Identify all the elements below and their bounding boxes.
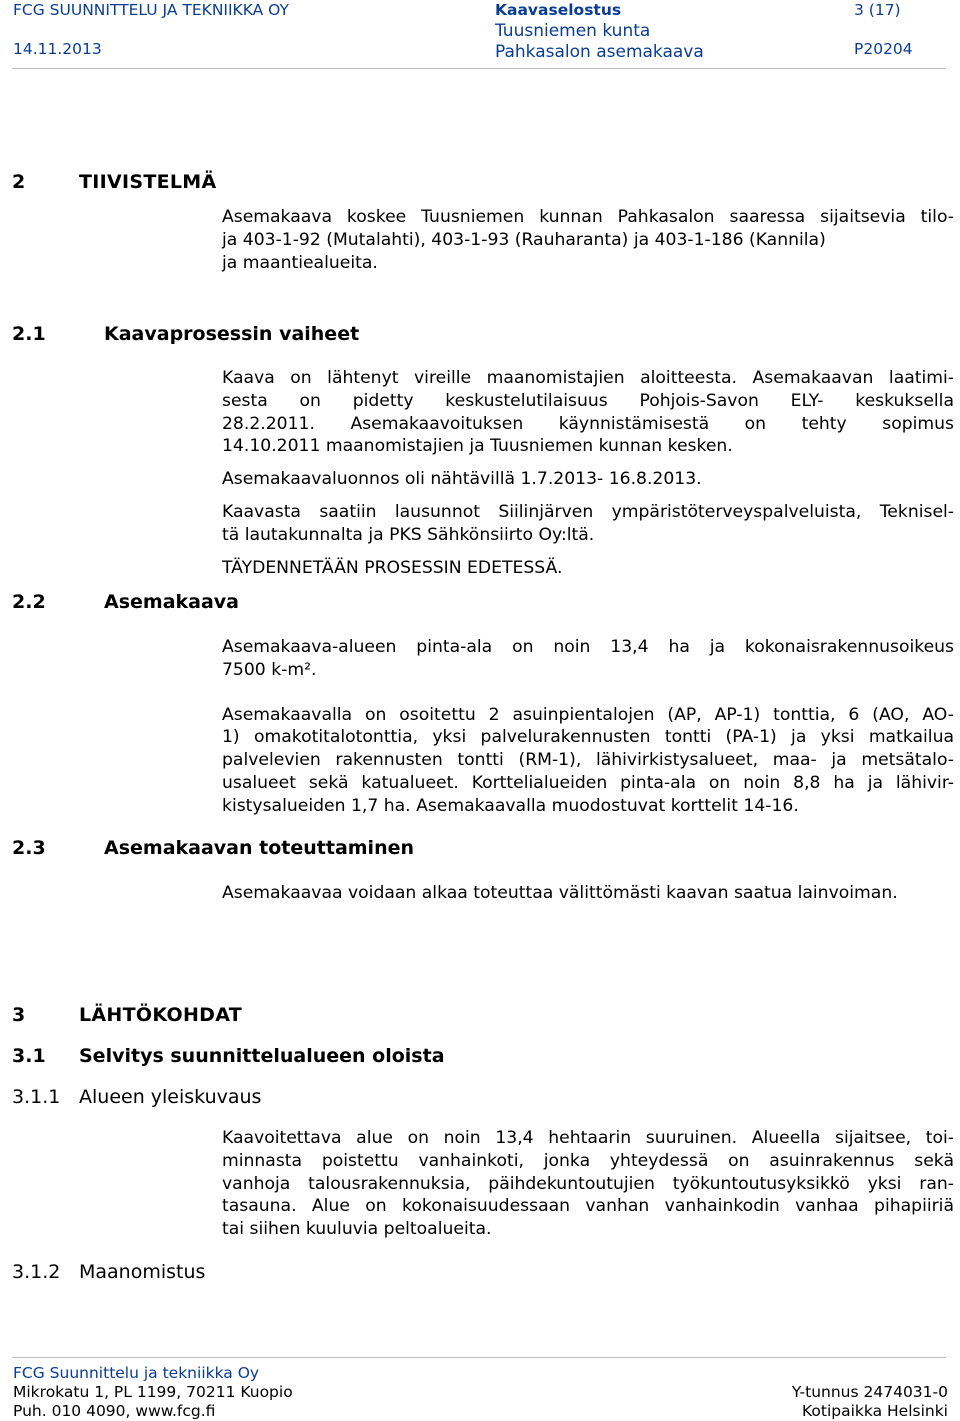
header-municipality: Tuusniemen kunta [495,21,651,41]
footer-company: FCG Suunnittelu ja tekniikka Oy [13,1364,260,1382]
header-project-code: P20204 [854,40,913,58]
section-3-1-1-heading: 3.1.1 Alueen yleiskuvaus [12,1086,262,1108]
header-date: 14.11.2013 [13,40,102,58]
section-2-3-heading: 2.3 Asemakaavan toteuttaminen [12,837,415,859]
section-2-heading: 2 TIIVISTELMÄ [12,171,217,193]
section-3-1-1-text: Kaavoitettava alue on noin 13,4 hehtaarin suuruinen. Alueella sijaitsee, toi- minnasta poistettu vanhainkoti, jonka yhteydessä on asuinrakennus sekä vanhoja talousrakennuksia, päihdekuntoutujien työkuntoutusyksikkö yksi ran- tasauna. Alue on kokonaisuudessaan vanhan vanhainkodin vanhaa pihapiiriä tai siihen kuuluvia peltoalueita. [222,1128,954,1240]
header-page-number: 3 (17) [854,1,901,19]
section-3-heading: 3 LÄHTÖKOHDAT [12,1004,243,1026]
section-2-1-heading: 2.1 Kaavaprosessin vaiheet [12,323,360,345]
header-company: FCG SUUNNITTELU JA TEKNIIKKA OY [13,1,289,19]
section-2-2-heading: 2.2 Asemakaava [12,591,240,613]
header-divider [12,68,946,69]
section-2-2-text: Asemakaava-alueen pinta-ala on noin 13,4 ha ja kokonaisrakennusoikeus 7500 k-m². Asemakaavalla on osoitettu 2 asuinpientalojen (AP, AP-1) tonttia, 6 (AO, AO- 1) omakotitalotonttia, yksi palvelurakennusten tontti (PA-1) ja yksi matkailua palvelevien rakennusten tontti (RM-1), lähivirkistysalueet, maa- ja metsätalo- usalueet sekä katualueet. Korttelialueiden pinta-ala on noin 8,8 ha ja lähivir- kistysalueiden 1,7 ha. Asemakaavalla muodostuvat korttelit 14-16. [222,637,954,816]
section-3-1-2-heading: 3.1.2 Maanomistus [12,1261,206,1283]
section-2-1-text: Kaava on lähtenyt vireille maanomistajien aloitteesta. Asemakaavan laatimi- sesta on pidetty keskustelutilaisuus Pohjois-Savon ELY- keskuksella 28.2.2011. Asemakaavoituksen käynnistämisestä on tehty sopimus 14.10.2011 maanomistajien ja Tuusniemen kunnan kesken. Asemakaavaluonnos oli nähtävillä 1.7.2013- 16.8.2013. Kaavasta saatiin lausunnot Siilinjärven ympäristöterveyspalveluista, Teknisel- tä lautakunnalta ja PKS Sähkönsiirto Oy:ltä. TÄYDENNETÄÄN PROSESSIN EDETESSÄ. [222,368,954,578]
footer-address: Mikrokatu 1, PL 1199, 70211 Kuopio [13,1383,293,1401]
header-plan-name: Pahkasalon asemakaava [495,42,704,62]
footer-contact: Puh. 010 4090, www.fcg.fi [13,1402,216,1420]
footer-divider [12,1357,946,1358]
header-doc-type: Kaavaselostus [495,1,622,19]
footer-domicile: Kotipaikka Helsinki [802,1402,948,1420]
section-2-text: Asemakaava koskee Tuusniemen kunnan Pahkasalon saaressa sijaitsevia tilo- ja 403-1-92 (Mutalahti), 403-1-93 (Rauharanta) ja 403-1-186 (Kannila) ja maantiealueita. [222,207,954,273]
section-3-1-heading: 3.1 Selvitys suunnittelualueen oloista [12,1045,445,1067]
section-2-3-text: Asemakaavaa voidaan alkaa toteuttaa välittömästi kaavan saatua lainvoiman. [222,883,898,903]
footer-business-id: Y-tunnus 2474031-0 [791,1383,948,1401]
